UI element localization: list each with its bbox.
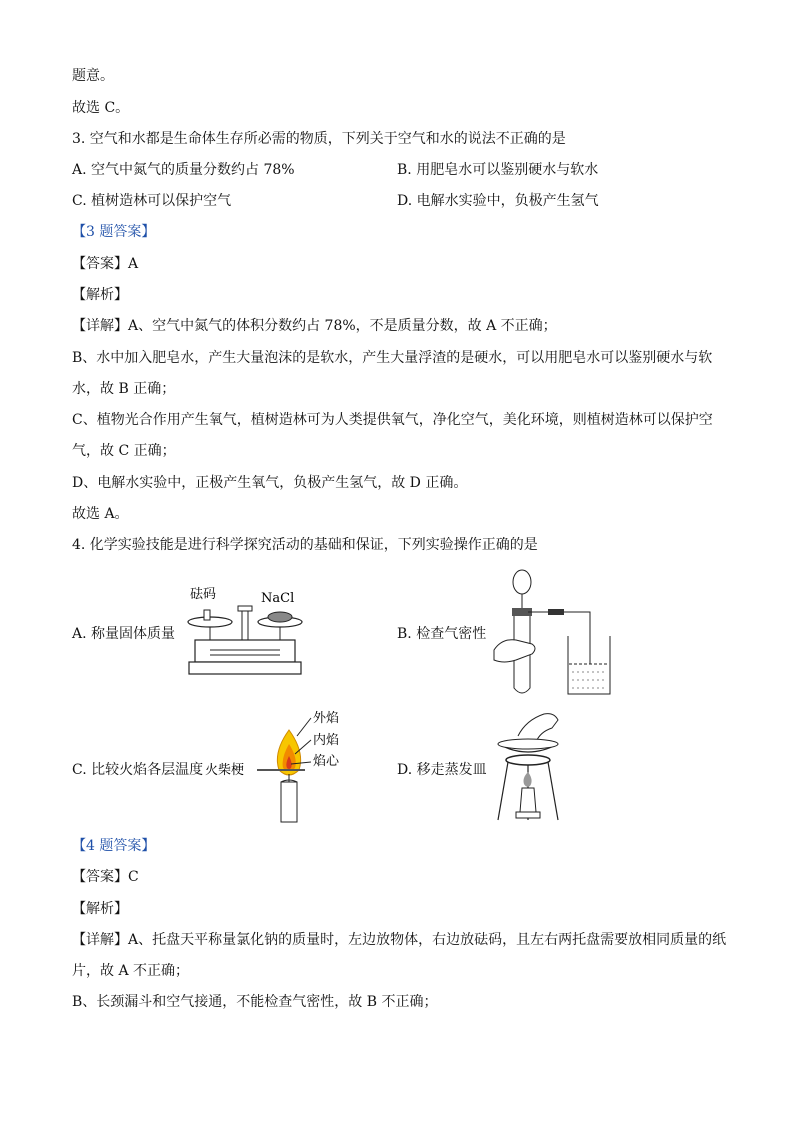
q3-detail: C、植物光合作用产生氧气，植树造林可为人类提供氧气，净化空气，美化环境，则植树造林可以保护空 bbox=[72, 412, 713, 428]
q4-answer: 【答案】C bbox=[72, 869, 139, 885]
outer-flame-label: 外焰 bbox=[313, 711, 340, 726]
q4-option-c: C. 比较火焰各层温度 bbox=[72, 762, 204, 778]
q3-detail: 水，故 B 正确； bbox=[72, 381, 176, 397]
q3-analysis-heading: 【解析】 bbox=[72, 287, 128, 303]
question-3-stem: 3. 空气和水都是生命体生存所必需的物质，下列关于空气和水的说法不正确的是 bbox=[72, 131, 566, 147]
text-line: 题意。 bbox=[72, 68, 114, 84]
balance-figure bbox=[185, 582, 305, 682]
q3-option-c: C. 植树造林可以保护空气 bbox=[72, 193, 232, 209]
q4-detail: 【详解】A、托盘天平称量氯化钠的质量时，左边放物体，右边放砝码，且左右两托盘需要放相同质量的纸 bbox=[72, 932, 727, 948]
evaporating-dish-figure bbox=[488, 708, 568, 828]
q4-option-a: A. 称量固体质量 bbox=[72, 626, 176, 642]
inner-flame-label: 内焰 bbox=[313, 733, 340, 748]
balance-salt-label: NaCl bbox=[261, 591, 295, 606]
airtightness-figure bbox=[492, 568, 612, 700]
flame-figure bbox=[205, 708, 355, 826]
q3-detail: B、水中加入肥皂水，产生大量泡沫的是软水，产生大量浮渣的是硬水，可以用肥皂水可以鉴别硬水与软 bbox=[72, 350, 713, 366]
question-4-stem: 4. 化学实验技能是进行科学探究活动的基础和保证，下列实验操作正确的是 bbox=[72, 537, 538, 553]
q3-option-d: D. 电解水实验中，负极产生氢气 bbox=[397, 193, 599, 209]
q4-option-b: B. 检查气密性 bbox=[397, 626, 487, 642]
q4-analysis-heading: 【解析】 bbox=[72, 901, 128, 917]
q3-detail: 【详解】A、空气中氮气的体积分数约占 78%，不是质量分数，故 A 不正确； bbox=[72, 318, 557, 334]
matchstick-label: 火柴梗 bbox=[205, 763, 245, 778]
q3-option-a: A. 空气中氮气的质量分数约占 78% bbox=[72, 162, 295, 178]
text-line: 故选 C。 bbox=[72, 100, 130, 116]
q4-detail: 片，故 A 不正确； bbox=[72, 963, 190, 979]
q3-answer: 【答案】A bbox=[72, 256, 139, 272]
q3-detail: D、电解水实验中，正极产生氧气，负极产生氢气，故 D 正确。 bbox=[72, 475, 468, 491]
q3-answer-heading: 【3 题答案】 bbox=[72, 224, 156, 240]
q3-detail: 气，故 C 正确； bbox=[72, 443, 176, 459]
q4-answer-heading: 【4 题答案】 bbox=[72, 838, 156, 854]
flame-core-label: 焰心 bbox=[313, 754, 340, 769]
q4-option-d: D. 移走蒸发皿 bbox=[397, 762, 487, 778]
q4-detail: B、长颈漏斗和空气接通，不能检查气密性，故 B 不正确； bbox=[72, 994, 438, 1010]
balance-weight-label: 砝码 bbox=[190, 587, 217, 602]
q3-option-b: B. 用肥皂水可以鉴别硬水与软水 bbox=[397, 162, 599, 178]
q3-conclusion: 故选 A。 bbox=[72, 506, 129, 522]
